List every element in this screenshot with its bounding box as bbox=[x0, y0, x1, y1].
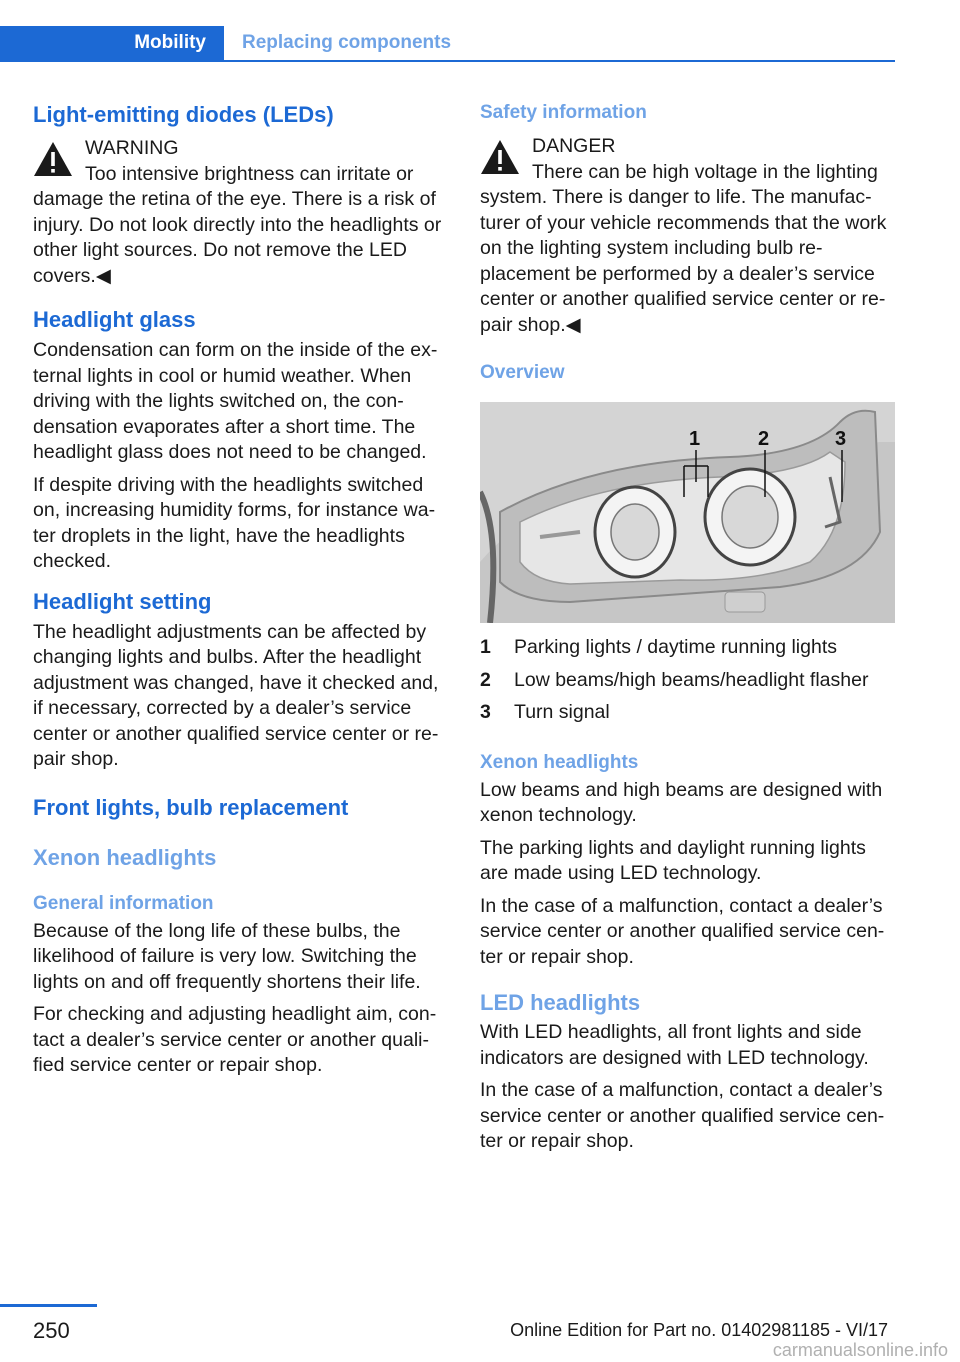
warning-callout bbox=[33, 136, 448, 289]
danger-first-line: There can be high voltage in the lighting bbox=[532, 160, 878, 183]
warning-text: damage the retina of the eye. There is a risk of injury. Do not look directly into the headlights or other light sources. Do not remove the LED covers.◀ bbox=[33, 188, 442, 287]
edition-note: Online Edition for Part no. 01402981185 - VI/17 bbox=[510, 1320, 888, 1340]
general-paragraph-2: For checking and adjusting headlight aim, contact a dealer’s service center or another qualified service center or repair shop. bbox=[33, 1003, 437, 1076]
headlight-figure bbox=[480, 402, 895, 623]
figure-callout-1: 1 bbox=[689, 428, 701, 450]
warning-label: WARNING bbox=[85, 137, 179, 159]
figure-legend bbox=[480, 635, 895, 726]
legend-text: Turn signal bbox=[514, 701, 610, 723]
legend-item bbox=[480, 700, 895, 726]
xenon-paragraph-1: Low beams and high beams are designed with xenon technology. bbox=[480, 778, 883, 826]
xenon-heading-right: Xenon headlights bbox=[480, 751, 639, 773]
page-number: 250 bbox=[33, 1318, 70, 1343]
warning-triangle-icon bbox=[33, 140, 73, 178]
tab-replacing-components[interactable]: Replacing components bbox=[242, 32, 452, 53]
left-column bbox=[33, 100, 448, 1086]
xenon-paragraph-3: In the case of a malfunction, contact a dealer’s service center or another qualified service center or repair shop. bbox=[480, 894, 885, 968]
legend-number: 1 bbox=[480, 636, 491, 658]
header bbox=[0, 0, 895, 62]
led-heading: LED headlights bbox=[480, 990, 641, 1015]
danger-label: DANGER bbox=[532, 135, 616, 157]
safety-heading: Safety information bbox=[480, 102, 647, 123]
glass-paragraph-1: Condensation can form on the inside of the external lights in cool or humid weather. When driving with the lights switched on, the condensation evaporates after a short time. The headlight glass does not need to be changed. bbox=[33, 339, 438, 463]
overview-heading: Overview bbox=[480, 362, 565, 383]
warning-first-line: Too intensive brightness can irritate or bbox=[85, 162, 414, 185]
glass-paragraph-2: If despite driving with the headlights switched on, increasing humidity forms, for instance water droplets in the light, have the headlights checked. bbox=[33, 473, 436, 572]
led-paragraph-2: In the case of a malfunction, contact a dealer’s service center or another qualified service center or repair shop. bbox=[480, 1079, 885, 1152]
legend-item bbox=[480, 635, 895, 661]
glass-heading: Headlight glass bbox=[33, 307, 196, 332]
legend-number: 3 bbox=[480, 701, 491, 723]
general-paragraph-1: Because of the long life of these bulbs, the likelihood of failure is very low. Switching the lights on and off frequently shortens their life. bbox=[33, 919, 421, 993]
legend-item bbox=[480, 668, 895, 694]
general-info-heading: General information bbox=[33, 892, 214, 914]
watermark: carmanualsonline.info bbox=[772, 1340, 948, 1360]
xenon-heading-left: Xenon headlights bbox=[33, 844, 217, 870]
legend-number: 2 bbox=[480, 668, 491, 691]
xenon-paragraph-2: The parking lights and daylight running lights are made using LED technology. bbox=[480, 836, 866, 884]
setting-heading: Headlight setting bbox=[33, 588, 212, 614]
header-rule bbox=[0, 60, 895, 62]
right-column bbox=[480, 100, 895, 1162]
legend-text: Low beams/high beams/headlight flasher bbox=[514, 668, 869, 691]
leds-heading: Light-emitting diodes (LEDs) bbox=[33, 102, 334, 127]
tab-mobility[interactable]: Mobility bbox=[0, 26, 224, 60]
headlight-illustration bbox=[480, 402, 895, 623]
footer-rule bbox=[0, 1304, 97, 1307]
led-paragraph-1: With LED headlights, all front lights and side indicators are designed with LED technology. bbox=[480, 1021, 869, 1069]
danger-text: system. There is danger to life. The manufacturer of your vehicle recommends that the work on the lighting system including bulb replacement be performed by a dealer’s service center or another qualified service center or repair shop.◀ bbox=[480, 186, 887, 336]
figure-callout-3: 3 bbox=[835, 428, 847, 450]
figure-callout-2: 2 bbox=[758, 428, 770, 450]
front-lights-heading: Front lights, bulb replacement bbox=[33, 794, 349, 820]
legend-text: Parking lights / daytime running lights bbox=[514, 636, 837, 658]
danger-callout bbox=[480, 134, 895, 338]
warning-triangle-icon bbox=[480, 138, 520, 176]
setting-paragraph: The headlight adjustments can be affected by changing lights and bulbs. After the headlight adjustment was changed, have it checked and, if necessary, corrected by a dealer’s service center or another qualified service center or repair shop. bbox=[33, 620, 439, 770]
